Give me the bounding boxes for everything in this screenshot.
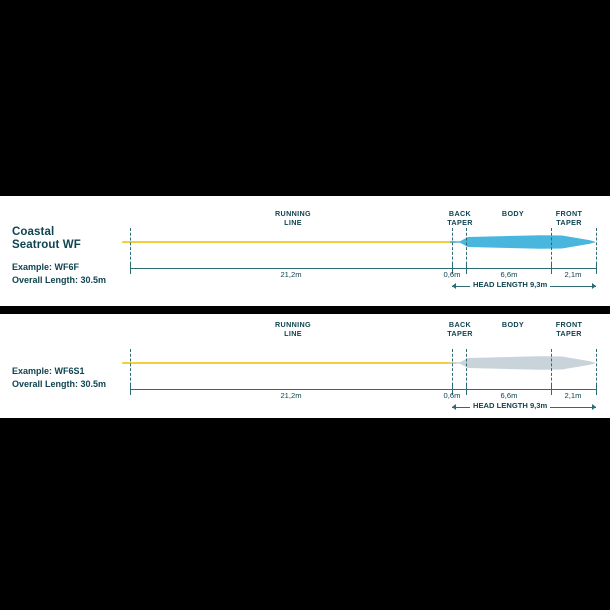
segment-label-front-taper-2 xyxy=(541,320,597,338)
measure-front-taper-1: 2,1m xyxy=(564,270,582,279)
segment-label-text: LINE xyxy=(284,218,302,227)
measure-back-taper-2: 0,6m xyxy=(443,391,461,400)
head-length-arrow-left-1 xyxy=(452,283,456,289)
head-length-arrow-left-2 xyxy=(452,404,456,410)
measurement-axis-1 xyxy=(130,268,596,269)
head-length-label-2: HEAD LENGTH 9,3m xyxy=(470,401,550,410)
segment-label-front-taper-1 xyxy=(541,209,597,227)
segment-label-text: BODY xyxy=(501,320,525,329)
head-length-arrow-right-2 xyxy=(592,404,596,410)
segment-label-text: TAPER xyxy=(447,329,473,338)
segment-label-text: FRONT xyxy=(555,320,583,329)
head-taper-graphic-2 xyxy=(450,353,596,373)
measure-running-line-2: 21,2m xyxy=(280,391,302,400)
segment-label-text: TAPER xyxy=(556,329,582,338)
measure-back-taper-1: 0,6m xyxy=(443,270,461,279)
product-title-line2: Seatrout WF xyxy=(12,239,81,251)
segment-label-running-line-1 xyxy=(238,209,348,227)
head-taper-graphic-1 xyxy=(450,232,596,252)
running-line-graphic-1 xyxy=(122,241,456,243)
head-length-label-1: HEAD LENGTH 9,3m xyxy=(470,280,550,289)
example-label-2: Example: WF6S1 xyxy=(12,366,85,376)
example-label-1: Example: WF6F xyxy=(12,262,80,272)
measure-body-1: 6,6m xyxy=(500,270,518,279)
line-profile-panel-2 xyxy=(0,314,610,418)
measure-front-taper-2: 2,1m xyxy=(564,391,582,400)
measurement-tick-2a xyxy=(130,385,131,393)
overall-length-1: Overall Length: 30.5m xyxy=(12,275,107,285)
segment-label-text: RUNNING xyxy=(275,320,311,329)
head-length-arrow-right-1 xyxy=(592,283,596,289)
segment-label-text: RUNNING xyxy=(275,209,311,218)
running-line-graphic-2 xyxy=(122,362,456,364)
product-title-line1: Coastal xyxy=(12,226,55,238)
measure-body-2: 6,6m xyxy=(500,391,518,400)
segment-label-text: LINE xyxy=(284,329,302,338)
segment-label-text: BACK xyxy=(448,209,472,218)
segment-label-running-line-2 xyxy=(238,320,348,338)
measurement-axis-2 xyxy=(130,389,596,390)
segment-label-text: BACK xyxy=(448,320,472,329)
overall-length-2: Overall Length: 30.5m xyxy=(12,379,107,389)
measurement-tick-1a xyxy=(130,264,131,272)
segment-label-text: TAPER xyxy=(556,218,582,227)
segment-label-text: FRONT xyxy=(555,209,583,218)
segment-label-text: BODY xyxy=(501,209,525,218)
measure-running-line-1: 21,2m xyxy=(280,270,302,279)
line-profile-panel-1 xyxy=(0,196,610,306)
segment-label-text: TAPER xyxy=(447,218,473,227)
